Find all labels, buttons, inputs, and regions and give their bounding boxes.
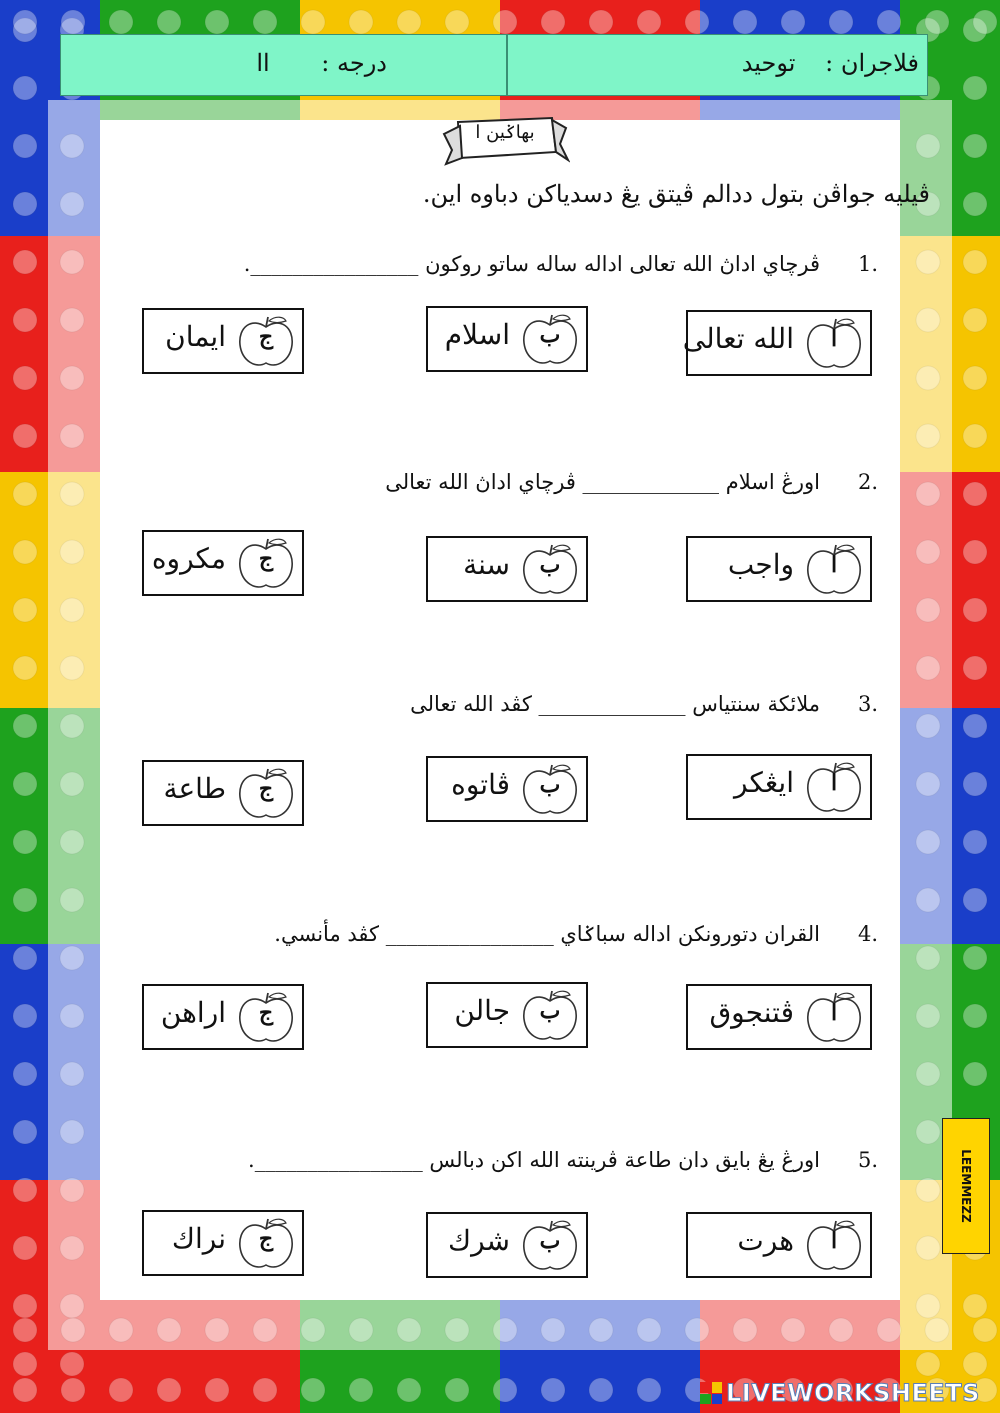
option-word: الله تعالى bbox=[682, 322, 794, 355]
answer-option[interactable] bbox=[426, 1212, 588, 1278]
grade-label: درجه bbox=[337, 49, 387, 77]
option-word: اسلام bbox=[444, 318, 510, 351]
question-text: ڤرچاي اداڽ الله تعالى اداله ساله ساتو روكون ________________. bbox=[243, 252, 820, 276]
option-letter: ا bbox=[830, 1000, 838, 1026]
header-divider bbox=[506, 35, 508, 95]
option-letter: ج bbox=[258, 776, 274, 802]
question-text: القران دتورونكن اداله سباݢاي ________________ كڤد مأنسي. bbox=[274, 922, 820, 946]
option-letter: ج bbox=[258, 1226, 274, 1252]
question-number: 3. bbox=[857, 692, 878, 716]
answer-option[interactable] bbox=[142, 760, 304, 826]
question-number: 4. bbox=[857, 922, 878, 946]
question-text: اورڠ يڠ بايق دان طاعة ڤرينته الله اكن دبالس ________________. bbox=[248, 1148, 820, 1172]
answer-option[interactable] bbox=[686, 536, 872, 602]
answer-option[interactable] bbox=[686, 1212, 872, 1278]
option-word: ايڠكر bbox=[734, 766, 794, 799]
option-letter: ب bbox=[539, 772, 561, 798]
subject-label: فلاجران bbox=[840, 49, 919, 77]
answer-option[interactable] bbox=[142, 984, 304, 1050]
option-letter: ج bbox=[258, 546, 274, 572]
question-text: ملائكة سنتياس ______________ كڤد الله تعالى bbox=[410, 692, 820, 716]
grade-field bbox=[256, 49, 387, 77]
answer-option[interactable] bbox=[142, 308, 304, 374]
side-tag bbox=[942, 1118, 990, 1254]
banner-title: بهاݢين ا bbox=[475, 122, 535, 143]
option-word: هرت bbox=[737, 1224, 794, 1257]
grade-value: اا bbox=[256, 49, 270, 77]
answer-option[interactable] bbox=[142, 530, 304, 596]
grade-colon: : bbox=[313, 49, 330, 77]
option-word: نراك bbox=[171, 1222, 226, 1255]
liveworksheets-logo-icon bbox=[700, 1382, 722, 1404]
option-letter: ب bbox=[539, 322, 561, 348]
answer-option[interactable] bbox=[426, 756, 588, 822]
answer-option[interactable] bbox=[682, 310, 872, 376]
option-letter: ج bbox=[258, 324, 274, 350]
option-word: شرك bbox=[448, 1224, 510, 1257]
option-letter: ب bbox=[539, 1228, 561, 1254]
question-number: 5. bbox=[857, 1148, 878, 1172]
option-letter: ا bbox=[830, 770, 838, 796]
answer-option[interactable] bbox=[426, 536, 588, 602]
subject-colon: : bbox=[817, 49, 834, 77]
answer-option[interactable] bbox=[426, 306, 588, 372]
question-number: 1. bbox=[857, 252, 878, 276]
option-letter: ا bbox=[830, 326, 838, 352]
option-word: طاعة bbox=[163, 772, 226, 805]
option-word: جالن bbox=[454, 994, 510, 1027]
side-tag-text: LEEMMEZZ bbox=[959, 1149, 973, 1223]
answer-option[interactable] bbox=[426, 982, 588, 1048]
option-letter: ا bbox=[830, 1228, 838, 1254]
subject-value: توحيد bbox=[741, 49, 796, 77]
watermark-text: LIVEWORKSHEETS bbox=[726, 1379, 980, 1407]
option-letter: ج bbox=[258, 1000, 274, 1026]
option-word: مكروه bbox=[151, 542, 226, 575]
answer-option[interactable] bbox=[686, 754, 872, 820]
option-word: ڤاتوه bbox=[451, 768, 510, 801]
answer-option[interactable] bbox=[142, 1210, 304, 1276]
answer-option[interactable] bbox=[686, 984, 872, 1050]
option-word: ايمان bbox=[165, 320, 226, 353]
option-word: ڤتنجوق bbox=[709, 996, 794, 1029]
liveworksheets-watermark bbox=[700, 1376, 980, 1410]
option-letter: ب bbox=[539, 998, 561, 1024]
option-letter: ب bbox=[539, 552, 561, 578]
subject-field bbox=[742, 49, 919, 77]
option-word: اراهن bbox=[160, 996, 226, 1029]
question-number: 2. bbox=[857, 470, 878, 494]
instruction-text: ڤيليه جواڤن بتول ددالم ڤيتق يڠ دسدياكن دباوه اين. bbox=[422, 180, 930, 208]
option-letter: ا bbox=[830, 552, 838, 578]
header-bar bbox=[60, 34, 928, 96]
option-word: سنة bbox=[463, 548, 510, 581]
question-text: اورڠ اسلام _____________ ڤرچاي اداڽ الله تعالى bbox=[385, 470, 820, 494]
option-word: واجب bbox=[727, 548, 794, 581]
